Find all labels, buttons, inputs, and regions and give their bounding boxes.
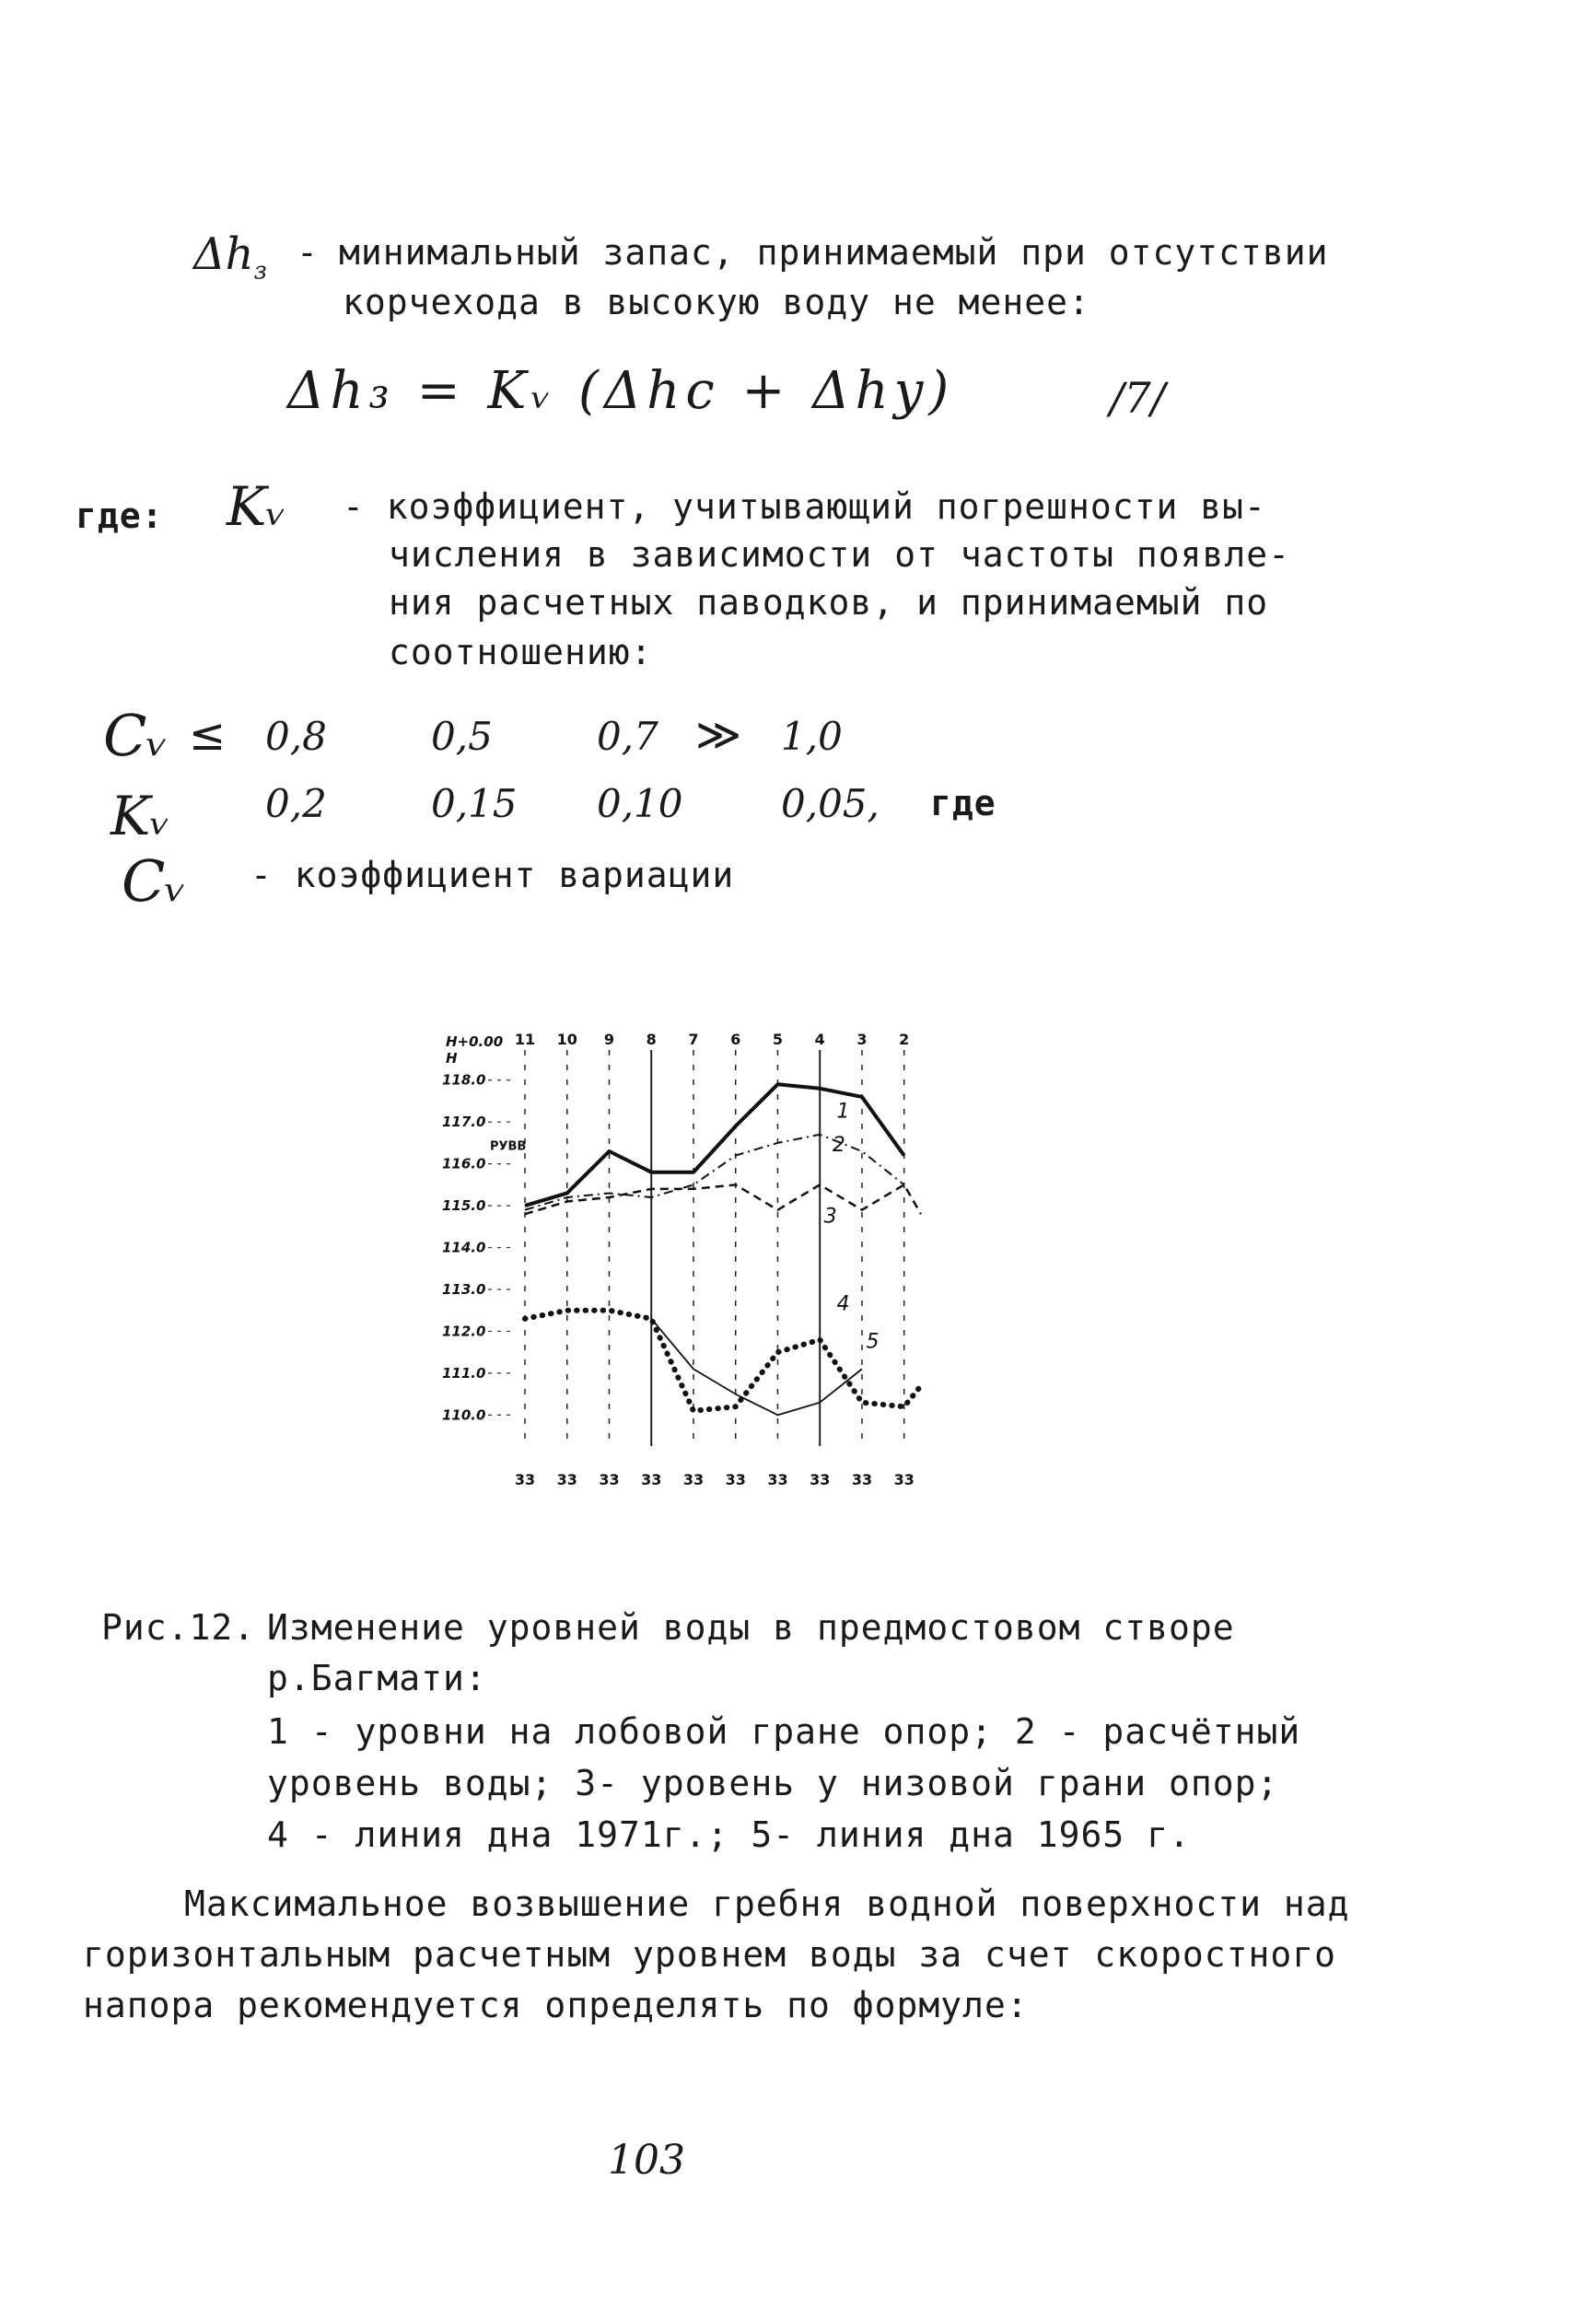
kv-definition-line4: соотношению: [389,632,653,672]
figure-caption-head: Рис.12. [101,1607,256,1648]
formula-number: /7/ [1110,373,1166,423]
paragraph-line2: горизонтальным расчетным уровнем воды за счет скоростного [83,1934,1337,1975]
cv-value-1: 0,8 [265,714,327,759]
bottom-label-4: 33 [682,1471,705,1488]
top-label-9: 9 [603,1031,615,1048]
top-label-8: 8 [646,1031,657,1048]
water-level-chart [424,1022,939,1510]
kv-definition-line1: - коэффициент, учитывающий погрешности вы- [343,486,1266,527]
top-label-3: 3 [856,1031,868,1048]
bottom-label-8: 33 [851,1471,873,1488]
figure-caption-line1: Изменение уровней воды в предмостовом створе [267,1607,1235,1648]
y-tick-110: 110.0 [442,1406,486,1424]
figure-caption-line3: 1 - уровни на лобовой гране опор; 2 - расчётный [267,1711,1301,1752]
leq-sign: ≤ [189,709,227,761]
y-tick-118: 118.0 [442,1071,486,1089]
kv-value-3: 0,10 [597,781,683,826]
kv-symbol-row: Kᵥ [111,785,170,847]
bottom-label-9: 33 [893,1471,914,1488]
bottom-label-3: 33 [641,1471,662,1488]
formula-7: Δh₃ = Kᵥ (Δhc + Δhy) [287,361,955,421]
kv-definition-line2: числения в зависимости от частоты появле- [389,534,1290,575]
top-label-4: 4 [814,1031,825,1048]
top-label-11: 11 [514,1031,536,1048]
dh3-symbol-sub: з [253,257,267,286]
dh3-dash: - [297,232,319,273]
kv-definition-line3: ния расчетных паводков, и принимаемый по [389,582,1269,623]
chart-labels [442,1031,914,1488]
kv-value-2: 0,15 [431,781,518,826]
series-line-5 [651,1319,862,1416]
dh3-definition-line2: корчехода в высокую воду не менее: [343,282,1090,322]
series-line-2 [525,1135,904,1210]
y-tick-117: 117.0 [442,1114,486,1131]
bottom-label-7: 33 [810,1471,831,1488]
page-number: 103 [608,2137,685,2184]
y-tick-111: 111.0 [442,1364,486,1382]
figure-caption-line2: р.Багмати: [267,1658,487,1698]
where-label: где: [76,496,164,536]
series-label-4: 4 [836,1292,850,1316]
cv-value-4: 1,0 [781,714,843,759]
paragraph-line1: Максимальное возвышение гребня водной поверхности над [184,1884,1350,1924]
bottom-label-5: 33 [725,1471,746,1488]
top-label-2: 2 [899,1031,910,1048]
series-label-1: 1 [836,1100,850,1124]
cv-symbol-row: Cᵥ [103,702,169,769]
kv-value-4: 0,05, [781,781,880,826]
y-axis-label: Н+0.00 [446,1033,504,1050]
y-tick-113: 113.0 [442,1281,486,1298]
figure-caption-line4: уровень воды; 3- уровень у низовой грани опор; [267,1763,1279,1803]
cv-symbol-def: Cᵥ [122,847,187,915]
cv-value-2: 0,5 [431,714,493,759]
kv-value-1: 0,2 [265,781,327,826]
bottom-label-0: 33 [514,1471,536,1488]
y-tick-115: 115.0 [442,1197,486,1215]
series-label-2: 2 [832,1134,845,1157]
y-tick-112: 112.0 [442,1323,486,1340]
top-label-10: 10 [556,1031,577,1048]
y-tick-116: 116.0 [442,1155,486,1172]
kv-symbol: Kᵥ [227,475,286,538]
series-label-5: 5 [866,1330,880,1354]
bottom-label-6: 33 [767,1471,788,1488]
paragraph-line3: напора рекомендуется определять по формуле: [83,1985,1029,2025]
geq-sign: ≫ [695,709,742,761]
cv-value-3: 0,7 [597,714,658,759]
y-tick-114: 114.0 [442,1239,486,1256]
chart-series [525,1084,921,1415]
where-label-2: где [930,783,996,823]
dh3-symbol [193,228,267,286]
top-label-5: 5 [772,1031,784,1048]
level-label: РУВВ [490,1139,527,1154]
y-axis-unit: Н [446,1050,458,1067]
dh3-symbol-main: Δh [193,228,254,280]
series-label-3: 3 [823,1205,837,1229]
bottom-label-2: 33 [599,1471,620,1488]
figure-caption-line5: 4 - линия дна 1971г.; 5- линия дна 1965 г. [267,1814,1191,1855]
dh3-definition-line1: минимальный запас, принимаемый при отсутствии [339,232,1329,273]
top-label-7: 7 [688,1031,699,1048]
cv-definition: - коэффициент вариации [250,855,735,895]
top-label-6: 6 [730,1031,741,1048]
bottom-label-1: 33 [556,1471,577,1488]
